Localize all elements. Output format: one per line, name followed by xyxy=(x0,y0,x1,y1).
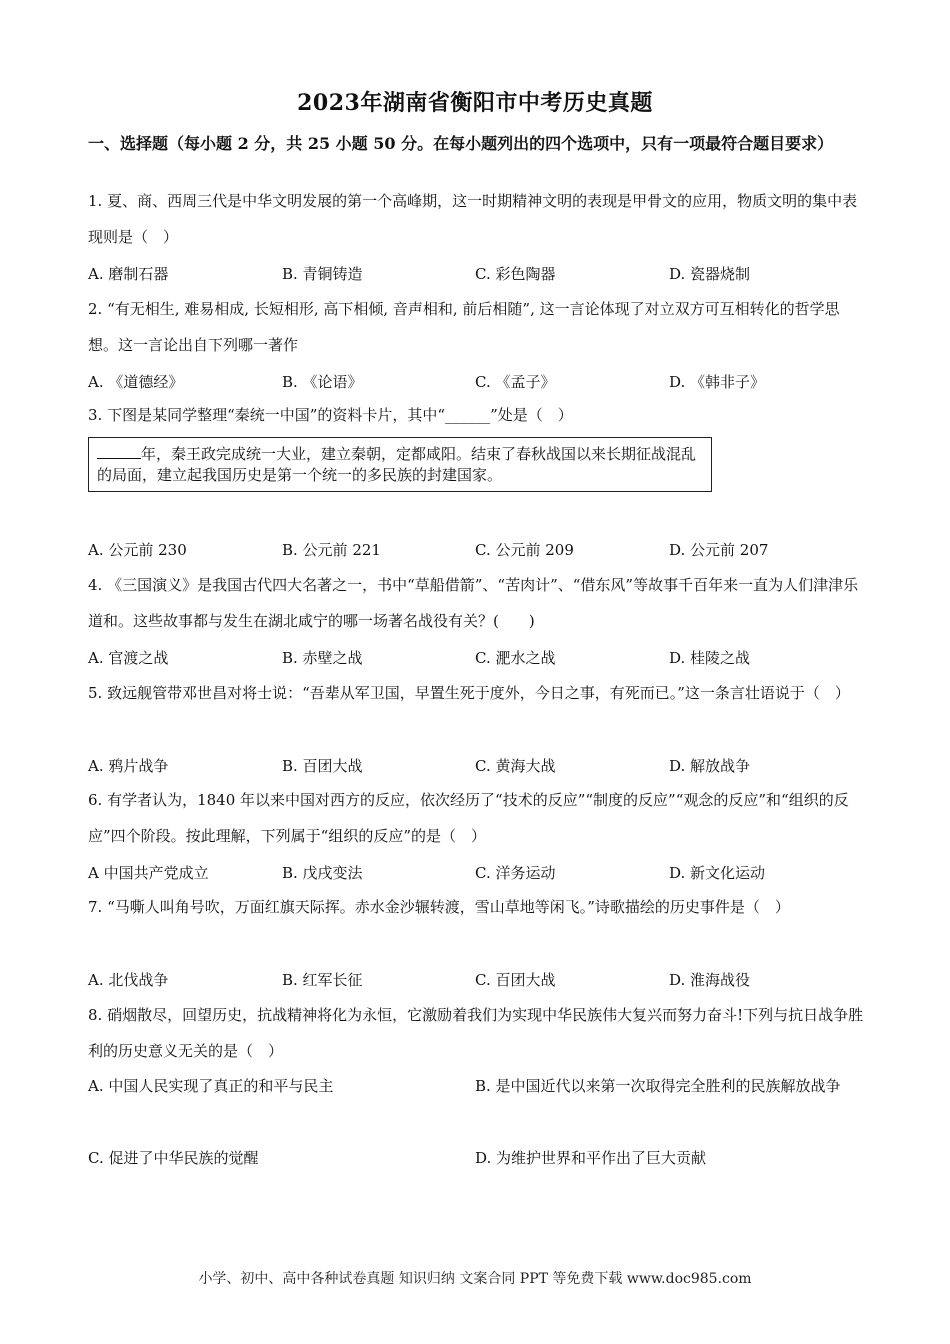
question-4-options xyxy=(88,647,878,671)
question-3-stem: 3. 下图是某同学整理“秦统一中国”的资料卡片，其中“______”处是（ ） xyxy=(88,406,573,424)
question-3-option-c: C. 公元前 209 xyxy=(475,541,574,559)
question-8-option-d: D. 为维护世界和平作出了巨大贡献 xyxy=(475,1149,707,1167)
question-5-option-c: C. 黄海大战 xyxy=(475,757,556,775)
question-4-option-d: D. 桂陵之战 xyxy=(669,649,751,667)
question-5-stem: 5. 致远舰管带邓世昌对将士说：“吾辈从军卫国，早置生死于度外，今日之事，有死而已。”这一条言壮语说于（ ） xyxy=(88,684,850,702)
question-8-option-c: C. 促进了中华民族的觉醒 xyxy=(88,1149,259,1167)
question-5-option-a: A. 鸦片战争 xyxy=(88,757,169,775)
question-3-option-b: B. 公元前 221 xyxy=(282,541,381,559)
question-1-option-b: B. 青铜铸造 xyxy=(282,265,363,283)
question-6-option-a: A 中国共产党成立 xyxy=(88,864,209,882)
question-3-option-a: A. 公元前 230 xyxy=(88,541,187,559)
question-7-option-c: C. 百团大战 xyxy=(475,971,556,989)
question-6-option-c: C. 洋务运动 xyxy=(475,864,556,882)
question-2-option-a: A. 《道德经》 xyxy=(88,373,184,391)
question-1-option-a: A. 磨制石器 xyxy=(88,265,169,283)
question-2-option-d: D. 《韩非子》 xyxy=(669,373,766,391)
question-7-option-b: B. 红军长征 xyxy=(282,971,363,989)
document-title: 2023年湖南省衡阳市中考历史真题 xyxy=(297,90,653,116)
question-1-stem: 1. 夏、商、西周三代是中华文明发展的第一个高峰期，这一时期精神文明的表现是甲骨文的应用，物质文明的集中表现则是（ ） xyxy=(88,192,858,246)
question-6-option-d: D. 新文化运动 xyxy=(669,864,766,882)
question-8-option-b: B. 是中国近代以来第一次取得完全胜利的民族解放战争 xyxy=(475,1077,841,1095)
question-1-option-c: C. 彩色陶器 xyxy=(475,265,556,283)
question-3-option-d: D. 公元前 207 xyxy=(669,541,769,559)
card-text: 年，秦王政完成统一大业，建立秦朝，定都咸阳。结束了春秋战国以来长期征战混乱的局面，建立起我国历史是第一个统一的多民族的封建国家。 xyxy=(97,445,697,484)
question-6-stem: 6. 有学者认为，1840 年以来中国对西方的反应，依次经历了“技术的反应”“制度的反应”“观念的反应”和“组织的反应”四个阶段。按此理解，下列属于“组织的反应”的是（ ） xyxy=(88,791,849,845)
question-2-option-b: B. 《论语》 xyxy=(282,373,363,391)
question-7-option-a: A. 北伐战争 xyxy=(88,971,169,989)
question-5-options xyxy=(88,755,878,779)
question-4-option-a: A. 官渡之战 xyxy=(88,649,169,667)
page-footer: 小学、初中、高中各种试卷真题 知识归纳 文案合同 PPT 等免费下载 www.doc985.com xyxy=(198,1271,752,1287)
info-card xyxy=(88,437,712,492)
question-6-option-b: B. 戊戌变法 xyxy=(282,864,363,882)
question-7-stem: 7. “马嘶人叫角号吹，万面红旗天际挥。赤水金沙辗转渡，雪山草地等闲飞。”诗歌描绘的历史事件是（ ） xyxy=(88,898,790,916)
question-6-options xyxy=(88,862,878,886)
question-7-options xyxy=(88,969,878,993)
question-1-options xyxy=(88,263,878,287)
question-2-option-c: C. 《孟子》 xyxy=(475,373,556,391)
question-2-options xyxy=(88,371,878,395)
question-7-option-d: D. 淮海战役 xyxy=(669,971,751,989)
section-heading: 一、选择题（每小题 2 分，共 25 小题 50 分。在每小题列出的四个选项中，只有一项最符合题目要求） xyxy=(88,134,834,153)
card-blank xyxy=(97,443,141,459)
question-8-stem: 8. 硝烟散尽，回望历史，抗战精神将化为永恒，它激励着我们为实现中华民族伟大复兴而努力奋斗!下列与抗日战争胜利的历史意义无关的是（ ） xyxy=(88,1006,864,1060)
question-1-option-d: D. 瓷器烧制 xyxy=(669,265,751,283)
question-5-option-d: D. 解放战争 xyxy=(669,757,751,775)
question-8-option-a: A. 中国人民实现了真正的和平与民主 xyxy=(88,1077,334,1095)
question-3-options xyxy=(88,539,878,563)
question-4-option-b: B. 赤壁之战 xyxy=(282,649,363,667)
question-2-stem: 2. “有无相生, 难易相成, 长短相形, 高下相倾, 音声相和, 前后相随”, 这一言论体现了对立双方可互相转化的哲学思想。这一言论出自下列哪一著作 xyxy=(88,300,840,354)
question-4-option-c: C. 淝水之战 xyxy=(475,649,556,667)
question-5-option-b: B. 百团大战 xyxy=(282,757,363,775)
question-4-stem: 4. 《三国演义》是我国古代四大名著之一，书中“草船借箭”、“苦肉计”、“借东风”等故事千百年来一直为人们津津乐道和。这些故事都与发生在湖北咸宁的哪一场著名战役有关？( ) xyxy=(88,576,859,630)
